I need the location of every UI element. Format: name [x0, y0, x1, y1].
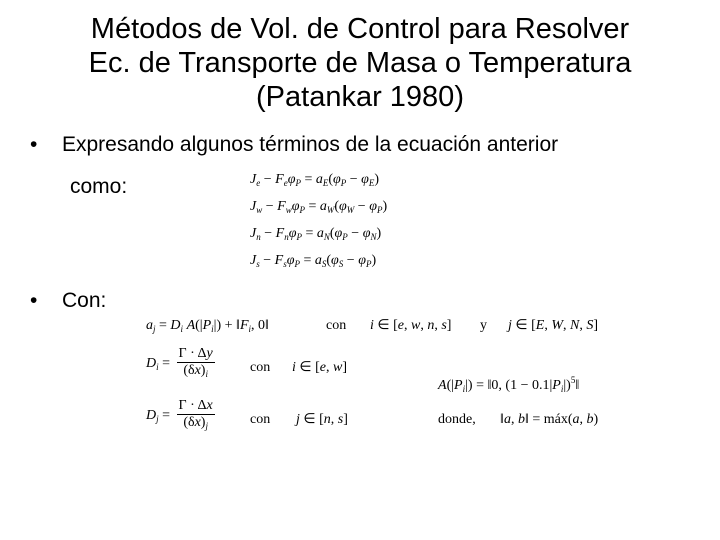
slide-title	[40, 12, 680, 114]
title-line-1: Métodos de Vol. de Control para Resolver	[90, 13, 630, 45]
bullet-expresando	[30, 132, 558, 158]
bullet-expresando-continuation: como:	[70, 175, 128, 198]
diffusion-di-equation: $D_i$ = $\frac{\Gamma \cdot \Delta y}{(\delta x)_i}$	[146, 346, 213, 379]
peclet-function-equation: $A(|P_i|)$ = ‖0, $(1 - 0.1|P_i|)^5‖$	[438, 375, 580, 394]
flux-equation-e: $J_e - F_e\varphi_P = a_E(\varphi_P - \varphi_E)$	[250, 172, 380, 188]
diffusion-di-con: con	[250, 360, 271, 375]
coefficient-index-i: i ∈ [e, w, n, s]	[370, 318, 452, 333]
diffusion-dj-index: j ∈ [n, s]	[296, 412, 348, 427]
max-definition-donde: donde,	[438, 412, 476, 427]
title-line-2: Ec. de Transporte de Masa o Temperatura	[88, 47, 632, 79]
title-line-3: (Patankar 1980)	[256, 81, 464, 113]
bullet-con	[30, 288, 106, 314]
coefficient-condition-con: con	[326, 318, 347, 333]
coefficient-index-j: j ∈ [E, W, N, S]	[508, 318, 598, 333]
max-definition-equation: ‖a, b‖ = máx(a, b)	[500, 412, 599, 427]
flux-equation-n: $J_n - F_n\varphi_P = a_N(\varphi_P - \varphi_N)$	[250, 226, 382, 242]
bullet-expresando-text: Expresando algunos términos de la ecuación anterior	[62, 133, 559, 156]
flux-equation-w: $J_w - F_w\varphi_P = a_W(\varphi_W - \varphi_P)$	[250, 199, 388, 215]
coefficient-condition-y: y	[480, 318, 487, 333]
coefficient-equation: $a_j = D_i$ $A(|P_i|)$ + $‖F_i$, 0‖	[146, 318, 269, 334]
diffusion-dj-equation: $D_j$ = $\frac{\Gamma \cdot \Delta x}{(\delta x)_j}$	[146, 398, 213, 431]
diffusion-di-index: i ∈ [e, w]	[292, 360, 347, 375]
diffusion-dj-con: con	[250, 412, 271, 427]
bullet-marker: •	[30, 289, 38, 312]
bullet-marker: •	[30, 133, 38, 156]
bullet-con-text: Con:	[62, 289, 107, 312]
flux-equation-s: $J_s - F_s\varphi_P = a_S(\varphi_S - \varphi_P)$	[250, 253, 377, 269]
